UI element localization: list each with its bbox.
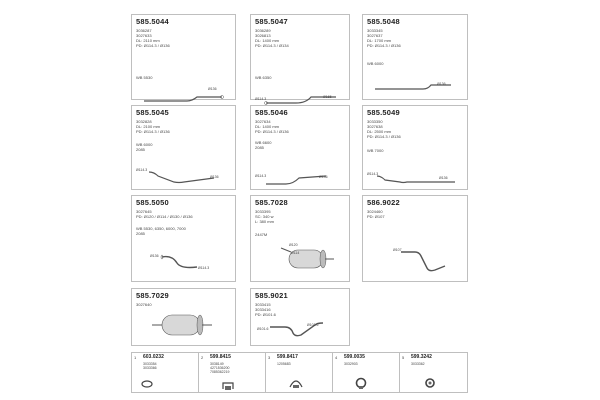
dimension-label: Ø114.3 xyxy=(255,97,267,101)
dimension-label: Ø136 xyxy=(319,175,328,179)
item-index: 3 xyxy=(268,355,271,360)
part-spec: 3024460 PD: Ø107 xyxy=(367,209,385,219)
part-spec: 3033350 3027638 DL: 2500 mm PD: Ø114.3 / Ø136 xyxy=(367,119,401,139)
accessory-part-number: 599.0035 xyxy=(344,354,365,360)
part-card-585-5047 xyxy=(250,14,350,100)
pipe-drawing xyxy=(265,317,340,339)
accessory-part-number: 603.0232 xyxy=(143,354,164,360)
gasket-icon xyxy=(140,379,154,389)
clamp-ring-icon xyxy=(353,377,369,389)
part-note: WB 6000 2085 xyxy=(136,142,153,152)
dimension-label: Ø114.3 xyxy=(367,172,379,176)
accessory-cell xyxy=(132,353,199,392)
dimension-label: Ø136 xyxy=(208,87,217,91)
item-index: 5 xyxy=(402,355,405,360)
dimension-label: Ø114.3 xyxy=(198,266,210,270)
part-card-585-7029 xyxy=(131,288,236,346)
part-number: 585.5048 xyxy=(367,17,400,26)
part-card-585-5049 xyxy=(362,105,468,190)
part-note: WB 6350 xyxy=(255,75,272,80)
accessory-cell xyxy=(333,353,400,392)
dimension-label: Ø101.6 xyxy=(307,323,319,327)
dimension-label: Ø136 xyxy=(210,175,219,179)
part-spec: 3027645 PD: Ø120 / Ø114 / Ø130 / Ø136 xyxy=(136,209,193,219)
part-spec: 3027634 DL: 1400 mm PD: Ø114.3 / Ø136 xyxy=(255,119,289,134)
accessory-cell xyxy=(266,353,333,392)
part-spec: 3027640 xyxy=(136,302,152,307)
dimension-label: Ø114 xyxy=(291,251,300,255)
accessory-refs: 1205683 xyxy=(277,362,291,366)
part-number: 585.7029 xyxy=(136,291,169,300)
pipe-drawing xyxy=(261,168,346,188)
accessory-part-number: 599.8417 xyxy=(277,354,298,360)
part-note: WB 6000 xyxy=(367,61,384,66)
accessory-cell xyxy=(400,353,467,392)
part-number: 585.5046 xyxy=(255,108,288,117)
dimension-label: Ø120 xyxy=(289,243,298,247)
part-spec: 3033395 SC: 340 w L: 380 mm xyxy=(255,209,274,224)
item-index: 2 xyxy=(201,355,204,360)
part-number: 585.9021 xyxy=(255,291,288,300)
pipe-drawing xyxy=(373,79,463,93)
part-number: 585.5047 xyxy=(255,17,288,26)
part-number: 585.5045 xyxy=(136,108,169,117)
part-card-585-5048 xyxy=(362,14,468,100)
clamp-icon xyxy=(221,381,235,391)
part-card-585-5050 xyxy=(131,195,236,282)
muffler-drawing xyxy=(150,309,220,341)
dimension-label: Ø136 xyxy=(437,82,446,86)
pipe-drawing xyxy=(375,172,465,188)
part-spec: 3036287 3027633 DL: 2110 mm PD: Ø114.3 / Ø136 xyxy=(136,28,170,48)
accessory-refs: 3038149 4271536200 7085362219 xyxy=(210,362,230,375)
part-card-585-7028 xyxy=(250,195,350,282)
part-number: 585.5050 xyxy=(136,198,169,207)
part-card-585-5046 xyxy=(250,105,350,190)
accessory-refs: 3032903 xyxy=(344,362,358,366)
part-spec: 3036289 3026813 DL: 1400 mm PD: Ø114.3 / Ø134 xyxy=(255,28,289,48)
dimension-label: Ø101.6 xyxy=(257,327,269,331)
part-card-585-5044 xyxy=(131,14,236,100)
part-card-585-5045 xyxy=(131,105,236,190)
dimension-label: Ø107 xyxy=(393,248,402,252)
part-number: 585.7028 xyxy=(255,198,288,207)
part-number: 585.5049 xyxy=(367,108,400,117)
part-card-585-9021 xyxy=(250,288,350,346)
item-index: 1 xyxy=(134,355,137,360)
accessories-table xyxy=(131,352,468,393)
dimension-label: Ø114.3 xyxy=(136,168,148,172)
dimension-label: Ø136 xyxy=(150,254,159,258)
dimension-label: Ø136 xyxy=(439,176,448,180)
accessory-cell xyxy=(199,353,266,392)
part-card-586-9022 xyxy=(362,195,468,282)
part-number: 585.5044 xyxy=(136,17,169,26)
part-spec: 3033415 3033416 PD: Ø101.6 xyxy=(255,302,276,317)
clamp-ring-icon xyxy=(422,377,438,389)
dimension-label: Ø114.3 xyxy=(255,174,267,178)
part-note: WB 7000 xyxy=(367,148,384,153)
accessory-refs: 3033354 3033366 xyxy=(143,362,157,371)
accessory-refs: 3033362 xyxy=(411,362,425,366)
muffler-drawing xyxy=(279,244,339,274)
part-number: 586.9022 xyxy=(367,198,400,207)
accessory-part-number: 599.3242 xyxy=(411,354,432,360)
pipe-drawing xyxy=(393,246,453,276)
accessory-part-number: 599.8415 xyxy=(210,354,231,360)
part-note: 2447M xyxy=(255,232,268,237)
dimension-label: Ø165 xyxy=(323,95,332,99)
part-spec: 3032828 DL: 2100 mm PD: Ø114.3 / Ø136 xyxy=(136,119,170,134)
clamp-icon xyxy=(288,377,304,389)
part-spec: 3033345 3027637 DL: 1700 mm PD: Ø114.3 / Ø136 xyxy=(367,28,401,48)
part-note: WB 5530 xyxy=(136,75,153,80)
part-note: WB 6600 2085 xyxy=(255,140,272,150)
part-note: WB 5530, 6350, 6000, 7000 2085 xyxy=(136,226,186,236)
item-index: 4 xyxy=(335,355,338,360)
